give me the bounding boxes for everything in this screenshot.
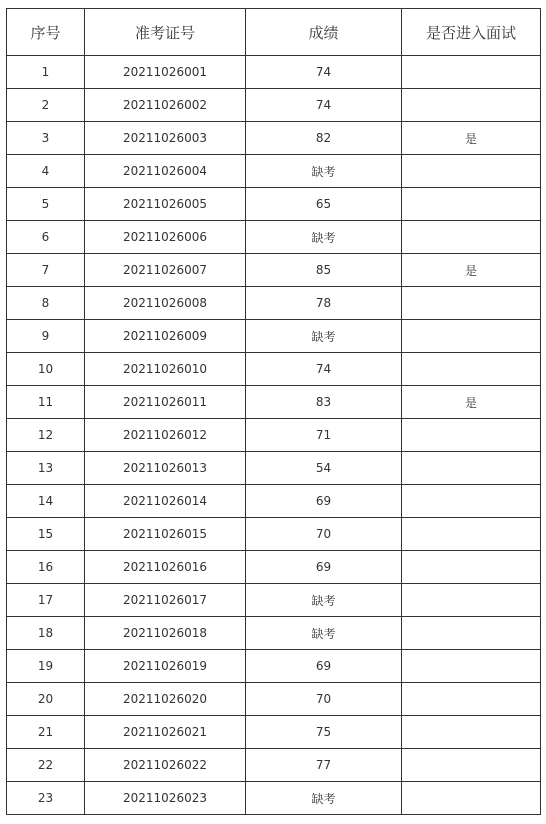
table-row xyxy=(7,749,541,782)
cell-admission-number: 20211026021 xyxy=(85,716,246,749)
cell-interview-status xyxy=(402,56,541,89)
cell-index: 20 xyxy=(7,683,85,716)
table-row xyxy=(7,551,541,584)
cell-interview-status: 是 xyxy=(402,122,541,155)
cell-score: 82 xyxy=(246,122,402,155)
table-row xyxy=(7,584,541,617)
cell-interview-status xyxy=(402,221,541,254)
cell-score: 83 xyxy=(246,386,402,419)
cell-score: 缺考 xyxy=(246,221,402,254)
cell-admission-number: 20211026019 xyxy=(85,650,246,683)
cell-interview-status xyxy=(402,551,541,584)
header-row xyxy=(7,9,541,56)
cell-score: 65 xyxy=(246,188,402,221)
cell-admission-number: 20211026002 xyxy=(85,89,246,122)
cell-index: 11 xyxy=(7,386,85,419)
cell-index: 10 xyxy=(7,353,85,386)
table-row xyxy=(7,518,541,551)
cell-admission-number: 20211026007 xyxy=(85,254,246,287)
cell-interview-status xyxy=(402,716,541,749)
cell-score: 78 xyxy=(246,287,402,320)
cell-score: 77 xyxy=(246,749,402,782)
cell-score: 缺考 xyxy=(246,617,402,650)
cell-interview-status xyxy=(402,584,541,617)
table-row xyxy=(7,254,541,287)
cell-admission-number: 20211026011 xyxy=(85,386,246,419)
cell-index: 22 xyxy=(7,749,85,782)
header-index: 序号 xyxy=(7,9,85,56)
cell-admission-number: 20211026010 xyxy=(85,353,246,386)
table-row xyxy=(7,386,541,419)
cell-index: 7 xyxy=(7,254,85,287)
cell-index: 19 xyxy=(7,650,85,683)
cell-interview-status xyxy=(402,749,541,782)
cell-score: 70 xyxy=(246,518,402,551)
cell-admission-number: 20211026020 xyxy=(85,683,246,716)
cell-admission-number: 20211026015 xyxy=(85,518,246,551)
cell-score: 缺考 xyxy=(246,320,402,353)
cell-index: 12 xyxy=(7,419,85,452)
table-row xyxy=(7,155,541,188)
table-row xyxy=(7,650,541,683)
cell-score: 缺考 xyxy=(246,155,402,188)
cell-interview-status xyxy=(402,419,541,452)
cell-interview-status xyxy=(402,683,541,716)
cell-index: 9 xyxy=(7,320,85,353)
table-row xyxy=(7,56,541,89)
cell-index: 1 xyxy=(7,56,85,89)
cell-interview-status xyxy=(402,155,541,188)
cell-index: 2 xyxy=(7,89,85,122)
table-row xyxy=(7,287,541,320)
header-interview-status: 是否进入面试 xyxy=(402,9,541,56)
cell-interview-status xyxy=(402,518,541,551)
cell-score: 74 xyxy=(246,353,402,386)
cell-interview-status: 是 xyxy=(402,386,541,419)
cell-interview-status xyxy=(402,89,541,122)
cell-interview-status xyxy=(402,650,541,683)
cell-score: 74 xyxy=(246,56,402,89)
table-row xyxy=(7,122,541,155)
table-body xyxy=(7,56,541,815)
cell-admission-number: 20211026012 xyxy=(85,419,246,452)
cell-index: 3 xyxy=(7,122,85,155)
cell-admission-number: 20211026023 xyxy=(85,782,246,815)
cell-index: 5 xyxy=(7,188,85,221)
cell-score: 69 xyxy=(246,650,402,683)
table-row xyxy=(7,419,541,452)
cell-score: 54 xyxy=(246,452,402,485)
cell-score: 75 xyxy=(246,716,402,749)
table-row xyxy=(7,485,541,518)
table-row xyxy=(7,716,541,749)
cell-score: 70 xyxy=(246,683,402,716)
score-table xyxy=(6,8,541,815)
cell-score: 缺考 xyxy=(246,584,402,617)
header-score: 成绩 xyxy=(246,9,402,56)
table-row xyxy=(7,782,541,815)
cell-admission-number: 20211026022 xyxy=(85,749,246,782)
cell-interview-status xyxy=(402,320,541,353)
cell-score: 缺考 xyxy=(246,782,402,815)
cell-score: 74 xyxy=(246,89,402,122)
table-row xyxy=(7,89,541,122)
cell-interview-status xyxy=(402,782,541,815)
cell-interview-status xyxy=(402,452,541,485)
cell-admission-number: 20211026017 xyxy=(85,584,246,617)
cell-score: 69 xyxy=(246,551,402,584)
cell-admission-number: 20211026014 xyxy=(85,485,246,518)
table-row xyxy=(7,452,541,485)
cell-admission-number: 20211026006 xyxy=(85,221,246,254)
table-row xyxy=(7,221,541,254)
cell-index: 14 xyxy=(7,485,85,518)
cell-admission-number: 20211026001 xyxy=(85,56,246,89)
cell-index: 8 xyxy=(7,287,85,320)
cell-interview-status: 是 xyxy=(402,254,541,287)
table-row xyxy=(7,353,541,386)
cell-admission-number: 20211026008 xyxy=(85,287,246,320)
cell-index: 16 xyxy=(7,551,85,584)
cell-score: 85 xyxy=(246,254,402,287)
cell-index: 17 xyxy=(7,584,85,617)
cell-interview-status xyxy=(402,188,541,221)
cell-index: 13 xyxy=(7,452,85,485)
cell-index: 21 xyxy=(7,716,85,749)
table-row xyxy=(7,683,541,716)
cell-admission-number: 20211026018 xyxy=(85,617,246,650)
header-admission-number: 准考证号 xyxy=(85,9,246,56)
cell-interview-status xyxy=(402,353,541,386)
cell-index: 6 xyxy=(7,221,85,254)
cell-score: 71 xyxy=(246,419,402,452)
cell-admission-number: 20211026016 xyxy=(85,551,246,584)
table-row xyxy=(7,188,541,221)
cell-index: 15 xyxy=(7,518,85,551)
cell-admission-number: 20211026005 xyxy=(85,188,246,221)
cell-index: 4 xyxy=(7,155,85,188)
table-row xyxy=(7,617,541,650)
cell-index: 23 xyxy=(7,782,85,815)
cell-interview-status xyxy=(402,485,541,518)
cell-interview-status xyxy=(402,287,541,320)
cell-admission-number: 20211026003 xyxy=(85,122,246,155)
cell-admission-number: 20211026009 xyxy=(85,320,246,353)
cell-score: 69 xyxy=(246,485,402,518)
cell-interview-status xyxy=(402,617,541,650)
cell-admission-number: 20211026004 xyxy=(85,155,246,188)
table-row xyxy=(7,320,541,353)
cell-admission-number: 20211026013 xyxy=(85,452,246,485)
cell-index: 18 xyxy=(7,617,85,650)
